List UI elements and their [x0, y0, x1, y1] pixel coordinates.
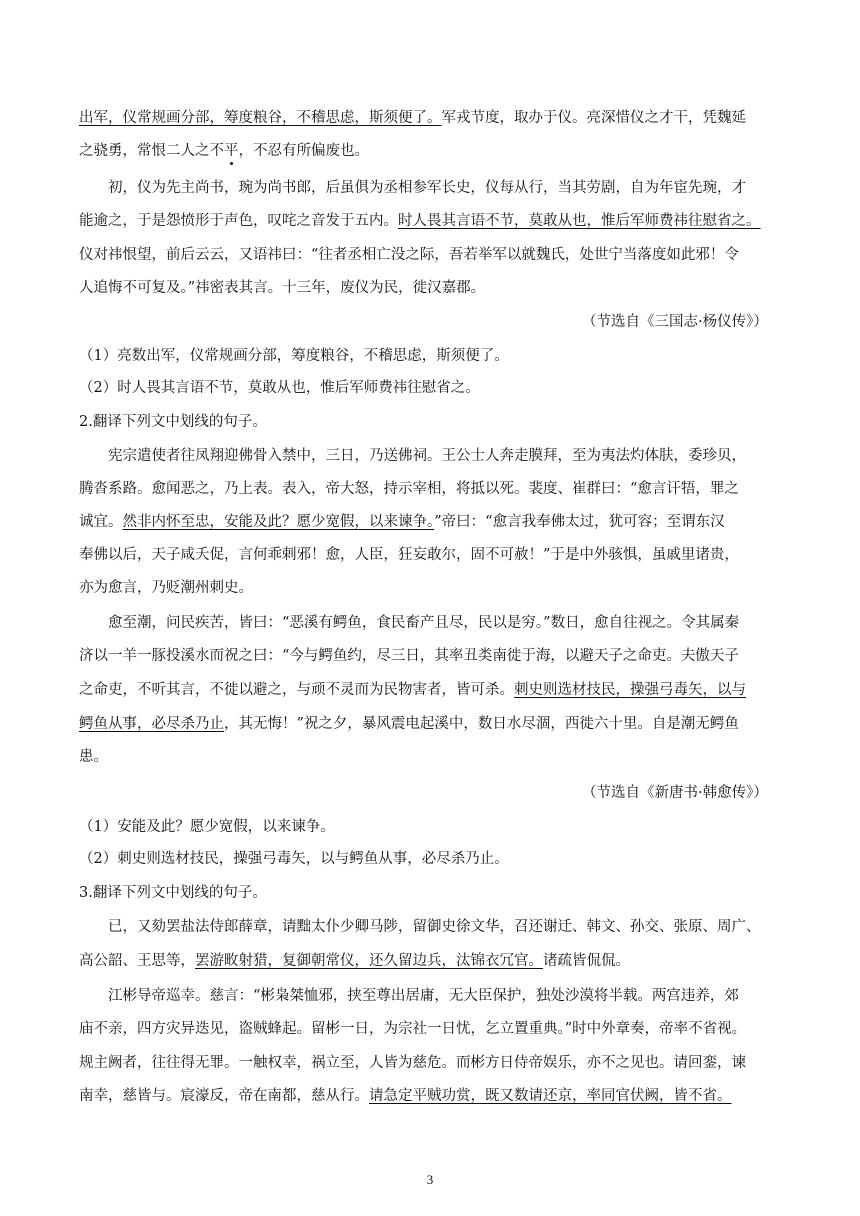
s3-line-2 — [79, 951, 630, 971]
page-number: 3 — [426, 1172, 434, 1187]
text-span: 腾沓系路。愈闻恶之，乃上表。表入，帝大怒，持示宰相，将抵以死。裴度、崔群曰：“愈言讦牾，罪之 — [79, 481, 739, 497]
s2-line-2 — [79, 479, 739, 499]
text-span: 之命吏，不听其言，不徙以避之，与顽不灵而为民物害者，皆可杀。 — [79, 682, 514, 698]
text-span: 高公韶、王思等， — [79, 953, 195, 969]
s3-line-3 — [108, 986, 739, 1006]
underlined-sentence: 出军，仪常规画分部，筹度粮谷，不稽思虑，斯须便了。 — [79, 110, 442, 126]
text-span: 宪宗遣使者往凤翔迎佛骨入禁中，三日，乃送佛祠。王公士人奔走膜拜，至为夷法灼体肤，委珍贝， — [108, 448, 746, 464]
section-heading: 3.翻译下列文中划线的句子。 — [79, 885, 267, 901]
s2-line-5 — [79, 578, 253, 598]
underlined-sentence: 请急定平贼功赏，既又数请还京，率同官伏阙，皆不省。 — [369, 1088, 732, 1104]
text-span: 能逾之，于是怨愤形于声色，叹咤之音发于五内。 — [79, 213, 398, 229]
text-span: 已，又劾罢盐法侍郎薛章，请黜太仆少卿马陟，留御史徐文华，召还谢迁、韩文、孙交、张原、周广、 — [108, 919, 761, 935]
text-span: ，其无悔！”祝之夕，暴风震电起溪中，数日水尽涸，西徙六十里。自是潮无鳄鱼 — [224, 716, 739, 732]
p1-line-1 — [79, 108, 746, 128]
text-span: 军戎节度，取办于仪。亮深惜仪之才干，凭魏延 — [441, 110, 746, 126]
text-span: 规主阙者，往往得无罪。一触权幸，祸立至，人皆为慈危。而彬方日侍帝娱乐，亦不之见也。请回銮，谏 — [79, 1055, 746, 1071]
text-span: 初，仪为先主尚书，琬为尚书郎，后虽俱为丞相参军长史，仪每从行，当其劳剧，自为年宦先琬，才 — [108, 180, 746, 196]
text-span: 诚宜。 — [79, 514, 123, 530]
underlined-sentence: 鳄鱼从事，必尽杀乃止 — [79, 716, 224, 732]
question-2: （2）时人畏其言语不节，莫敢从也，惟后军师费祎往慰省之。 — [79, 380, 480, 396]
p1-line-3 — [108, 178, 746, 198]
s3-line-5 — [79, 1053, 746, 1073]
p1-line-6 — [79, 278, 485, 298]
s2-line-1 — [108, 446, 746, 466]
underlined-sentence: 然非内怀至忠，安能及此？愿少宽假，以来谏争。 — [122, 514, 435, 530]
text-span: 济以一羊一豚投溪水而祝之曰：“今与鳄鱼约，尽三日，其率丑类南徙于海，以避天子之命吏。夫傲天子 — [79, 648, 739, 664]
text-span: 南幸，慈皆与。宸濠反，帝在南都，慈从行。 — [79, 1088, 369, 1104]
underlined-sentence: 刺史则选材技民，操强弓毒矢，以与 — [514, 682, 746, 698]
question-1: （1）安能及此？愿少宽假，以来谏争。 — [79, 819, 335, 835]
source-citation: （节选自《新唐书·韩愈传》） — [582, 785, 768, 801]
s3-line-4 — [79, 1019, 746, 1039]
s2-line-10 — [79, 747, 108, 767]
text-span: 患。 — [79, 749, 108, 765]
p1-line-5 — [79, 245, 739, 265]
text-span: 人追悔不可复及。”祎密表其言。十三年，废仪为民，徙汉嘉郡。 — [79, 280, 486, 296]
text-span: 奉佛以后，天子咸夭促，言何乖剌邪！愈，人臣，狂妄敢尔，固不可赦！”于是中外骇惧，虽戚里诸贵， — [79, 547, 739, 563]
underlined-sentence: 时人畏其言语不节，莫敢从也，惟后军师费祎往慰省之。 — [398, 213, 761, 229]
text-span: ”帝曰：“愈言我奉佛太过，犹可容；至谓东汉 — [434, 514, 725, 530]
s3-line-1 — [108, 917, 761, 937]
s3-line-6 — [79, 1086, 732, 1106]
s2-line-6 — [108, 613, 739, 633]
text-span: ，不忍有所偏废也。 — [238, 143, 369, 159]
source-citation: （节选自《三国志·杨仪传》） — [582, 314, 768, 330]
s2-line-9 — [79, 714, 739, 734]
p1-line-2 — [79, 141, 369, 161]
text-span: 庙不亲，四方灾异迭见，盗贼蜂起。留彬一日，为宗社一日忧，乞立置重典。”时中外章奏，帝率不省视。 — [79, 1021, 747, 1037]
text-span: 之骁勇，常恨二人之不 — [79, 143, 224, 159]
text-span: 愈至潮，问民疾苦，皆曰：“恶溪有鳄鱼，食民畜产且尽，民以是穷。”数日，愈自往视之。令其属秦 — [108, 615, 740, 631]
s2-line-3 — [79, 512, 725, 532]
section-heading: 2.翻译下列文中划线的句子。 — [79, 414, 267, 430]
text-span: 江彬导帝巡幸。慈言：“彬枭桀恤邪，挟至尊出居庸，无大臣保护，独处沙漠将半载。两宫违养，郊 — [108, 988, 739, 1004]
question-2: （2）刺史则选材技民，操强弓毒矢，以与鳄鱼从事，必尽杀乃止。 — [79, 851, 509, 867]
text-span: 仪对祎恨望，前后云云，又语祎曰：“往者丞相亡没之际，吾若举军以就魏氏，处世宁当落度如此邪！令 — [79, 247, 739, 263]
s2-line-8 — [79, 680, 746, 700]
underlined-sentence: 罢游畋射猎，复御朝常仪，还久留边兵，汰锦衣冗官。 — [195, 953, 543, 969]
s2-line-7 — [79, 646, 739, 666]
question-1: （1）亮数出军，仪常规画分部，筹度粮谷，不稽思虑，斯须便了。 — [79, 348, 509, 364]
emphasis-dot-char: 平 — [224, 143, 239, 159]
text-span: 诸疏皆侃侃。 — [543, 953, 630, 969]
text-span: 亦为愈言，乃贬潮州刺史。 — [79, 580, 253, 596]
p1-line-4 — [79, 211, 761, 231]
s2-line-4 — [79, 545, 739, 565]
